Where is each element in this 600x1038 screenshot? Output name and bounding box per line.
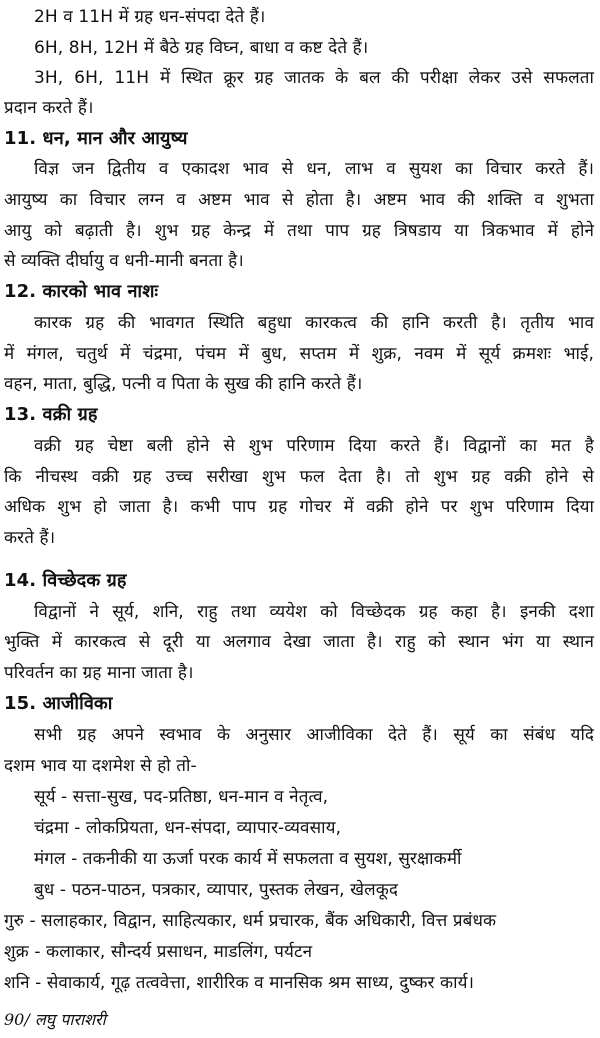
list-item: शनि - सेवाकार्य, गूढ़ तत्ववेत्ता, शारीरिक व मानसिक श्रम साध्य, दुष्कर कार्य। <box>4 973 475 993</box>
text-line: करते हैं। <box>4 528 56 548</box>
text-line: कि नीचस्थ वक्री ग्रह उच्च सरीखा शुभ फल देता है। तो शुभ ग्रह वक्री होने से <box>4 467 594 487</box>
list-item: मंगल - तकनीकी या ऊर्जा परक कार्य में सफलता व सुयश, सुरक्षाकर्मी <box>34 849 462 869</box>
text-line: दशम भाव या दशमेश से हो तो- <box>4 756 197 776</box>
list-item: बुध - पठन-पाठन, पत्रकार, व्यापार, पुस्तक लेखन, खेलकूद <box>34 880 399 900</box>
section-heading-14: 14. विच्छेदक ग्रह <box>4 570 127 591</box>
text-line: 6H, 8H, 12H में बैठे ग्रह विघ्न, बाधा व कष्ट देते हैं। <box>34 38 369 58</box>
text-line: 3H, 6H, 11H में स्थित क्रूर ग्रह जातक के बल की परीक्षा लेकर उसे सफलता <box>34 68 594 88</box>
text-line: आयु को बढ़ाती है। शुभ ग्रह केन्द्र में तथा पाप ग्रह त्रिषडाय या त्रिकभाव में होने <box>4 221 594 241</box>
text-line: 2H व 11H में ग्रह धन-संपदा देते हैं। <box>34 7 266 27</box>
text-line: विद्वानों ने सूर्य, शनि, राहु तथा व्ययेश को विच्छेदक ग्रह कहा है। इनकी दशा <box>34 602 594 622</box>
list-item: चंद्रमा - लोकप्रियता, धन-संपदा, व्यापार-व्यवसाय, <box>34 818 342 838</box>
text-line: वहन, माता, बुद्धि, पत्नी व पिता के सुख की हानि करते हैं। <box>4 374 363 394</box>
list-item: शुक्र - कलाकार, सौन्दर्य प्रसाधन, माडलिंग, पर्यटन <box>4 942 313 962</box>
section-heading-11: 11. धन, मान और आयुष्य <box>4 128 188 149</box>
section-heading-15: 15. आजीविका <box>4 693 113 714</box>
text-line: विज्ञ जन द्वितीय व एकादश भाव से धन, लाभ व सुयश का विचार करते हैं। <box>34 159 594 179</box>
text-line: परिवर्तन का ग्रह माना जाता है। <box>4 663 194 683</box>
section-heading-13: 13. वक्री ग्रह <box>4 404 98 425</box>
list-item: सूर्य - सत्ता-सुख, पद-प्रतिष्ठा, धन-मान व नेतृत्व, <box>34 787 329 807</box>
list-item: गुरु - सलाहकार, विद्वान, साहित्यकार, धर्म प्रचारक, बैंक अधिकारी, वित्त प्रबंधक <box>4 911 497 931</box>
text-line: आयुष्य का विचार लग्न व अष्टम भाव से होता है। अष्टम भाव की शक्ति व शुभता <box>4 190 594 210</box>
section-heading-12: 12. कारको भाव नाशः <box>4 281 159 302</box>
text-line: वक्री ग्रह चेष्टा बली होने से शुभ परिणाम दिया करते हैं। विद्वानों का मत है <box>34 436 594 456</box>
text-line: सभी ग्रह अपने स्वभाव के अनुसार आजीविका देते हैं। सूर्य का संबंध यदि <box>34 725 594 745</box>
text-line: में मंगल, चतुर्थ में चंद्रमा, पंचम में बुध, सप्तम में शुक्र, नवम में सूर्य क्रमशः भाई, <box>4 344 594 364</box>
text-line: प्रदान करते हैं। <box>4 98 94 118</box>
text-line: भुक्ति में कारकत्व से दूरी या अलगाव देखा जाता है। राहु को स्थान भंग या स्थान <box>4 632 594 652</box>
text-line: से व्यक्ति दीर्घायु व धनी-मानी बनता है। <box>4 251 244 271</box>
page-footer: 90/ लघु पाराशरी <box>4 1010 106 1029</box>
text-line: अधिक शुभ हो जाता है। कभी पाप ग्रह गोचर में वक्री होने पर शुभ परिणाम दिया <box>4 497 594 517</box>
text-line: कारक ग्रह की भावगत स्थिति बहुधा कारकत्व की हानि करती है। तृतीय भाव <box>34 313 594 333</box>
